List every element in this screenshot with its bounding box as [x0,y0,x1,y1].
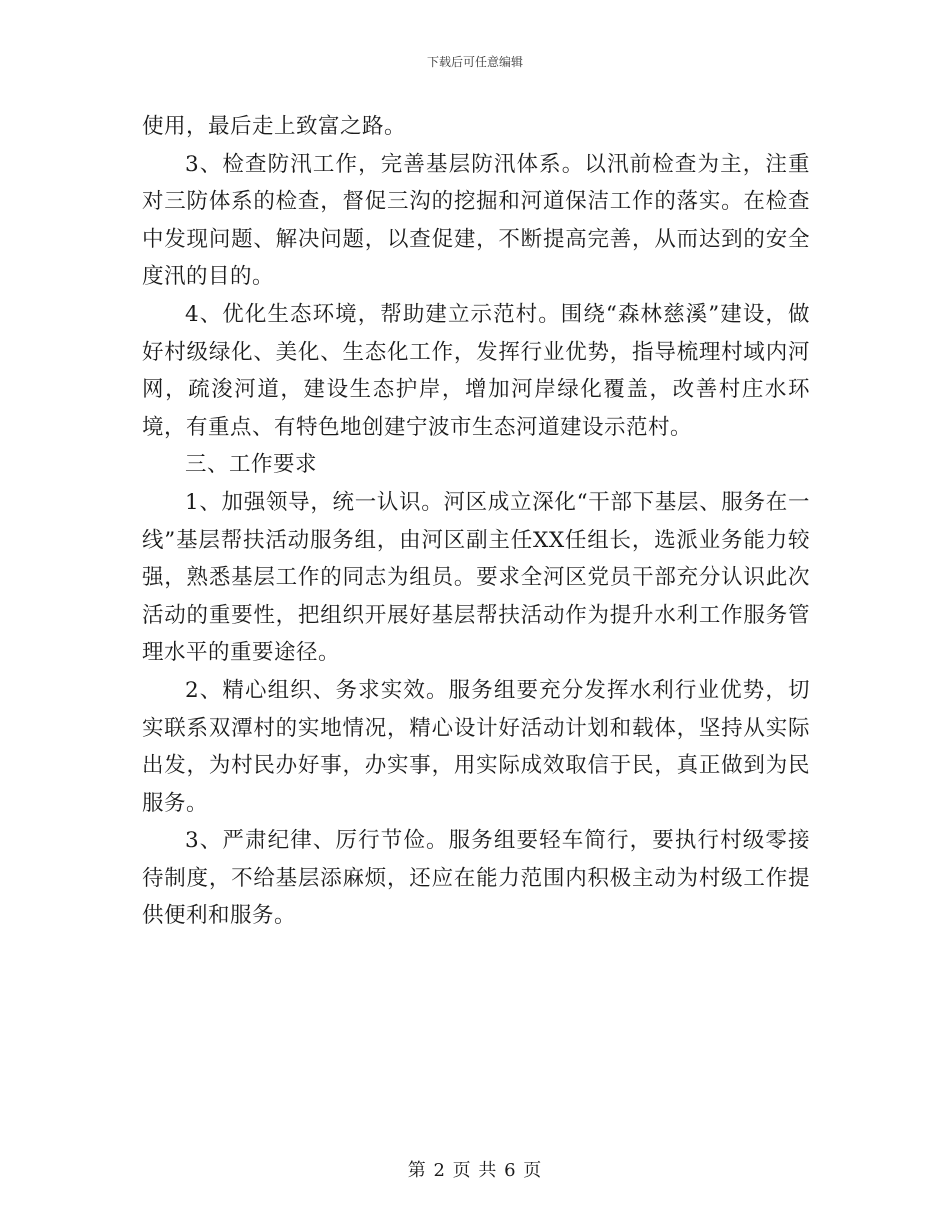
paragraph-leadership: 1、加强领导，统一认识。河区成立深化“干部下基层、服务在一线”基层帮扶活动服务组，由河区副主任XX任组长，选派业务能力较强，熟悉基层工作的同志为组员。要求全河区党员干部充分认识此次活动的重要性，把组织开展好基层帮扶活动作为提升水利工作服务管理水平的重要途径。 [142,489,810,666]
page-number-footer: 第 2 页 共 6 页 [407,1160,543,1181]
paragraph-continuation: 使用，最后走上致富之路。 [142,114,407,139]
paragraph-organization: 2、精心组织、务求实效。服务组要充分发挥水利行业优势，切实联系双潭村的实地情况，精心设计好活动计划和载体，坚持从实际出发，为村民办好事，办实事，用实际成效取信于民，真正做到为民服务。 [142,677,810,816]
paragraph-ecology: 4、优化生态环境，帮助建立示范村。围绕“森林慈溪”建设，做好村级绿化、美化、生态化工作，发挥行业优势，指导梳理村域内河网，疏浚河道，建设生态护岸，增加河岸绿化覆盖，改善村庄水环境，有重点、有特色地创建宁波市生态河道建设示范村。 [142,301,810,440]
paragraph-discipline: 3、严肃纪律、厉行节俭。服务组要轻车简行，要执行村级零接待制度，不给基层添麻烦，还应在能力范围内积极主动为村级工作提供便利和服务。 [142,828,810,929]
header-note: 下载后可任意编辑 [426,55,523,69]
document-body [142,108,810,935]
section-heading-work-requirements: 三、工作要求 [185,452,318,478]
paragraph-flood-inspection: 3、检查防汛工作，完善基层防汛体系。以汛前检查为主，注重对三防体系的检查，督促三沟的挖掘和河道保洁工作的落实。在检查中发现问题、解决问题，以查促建，不断提高完善，从而达到的安全度汛的目的。 [142,151,810,290]
